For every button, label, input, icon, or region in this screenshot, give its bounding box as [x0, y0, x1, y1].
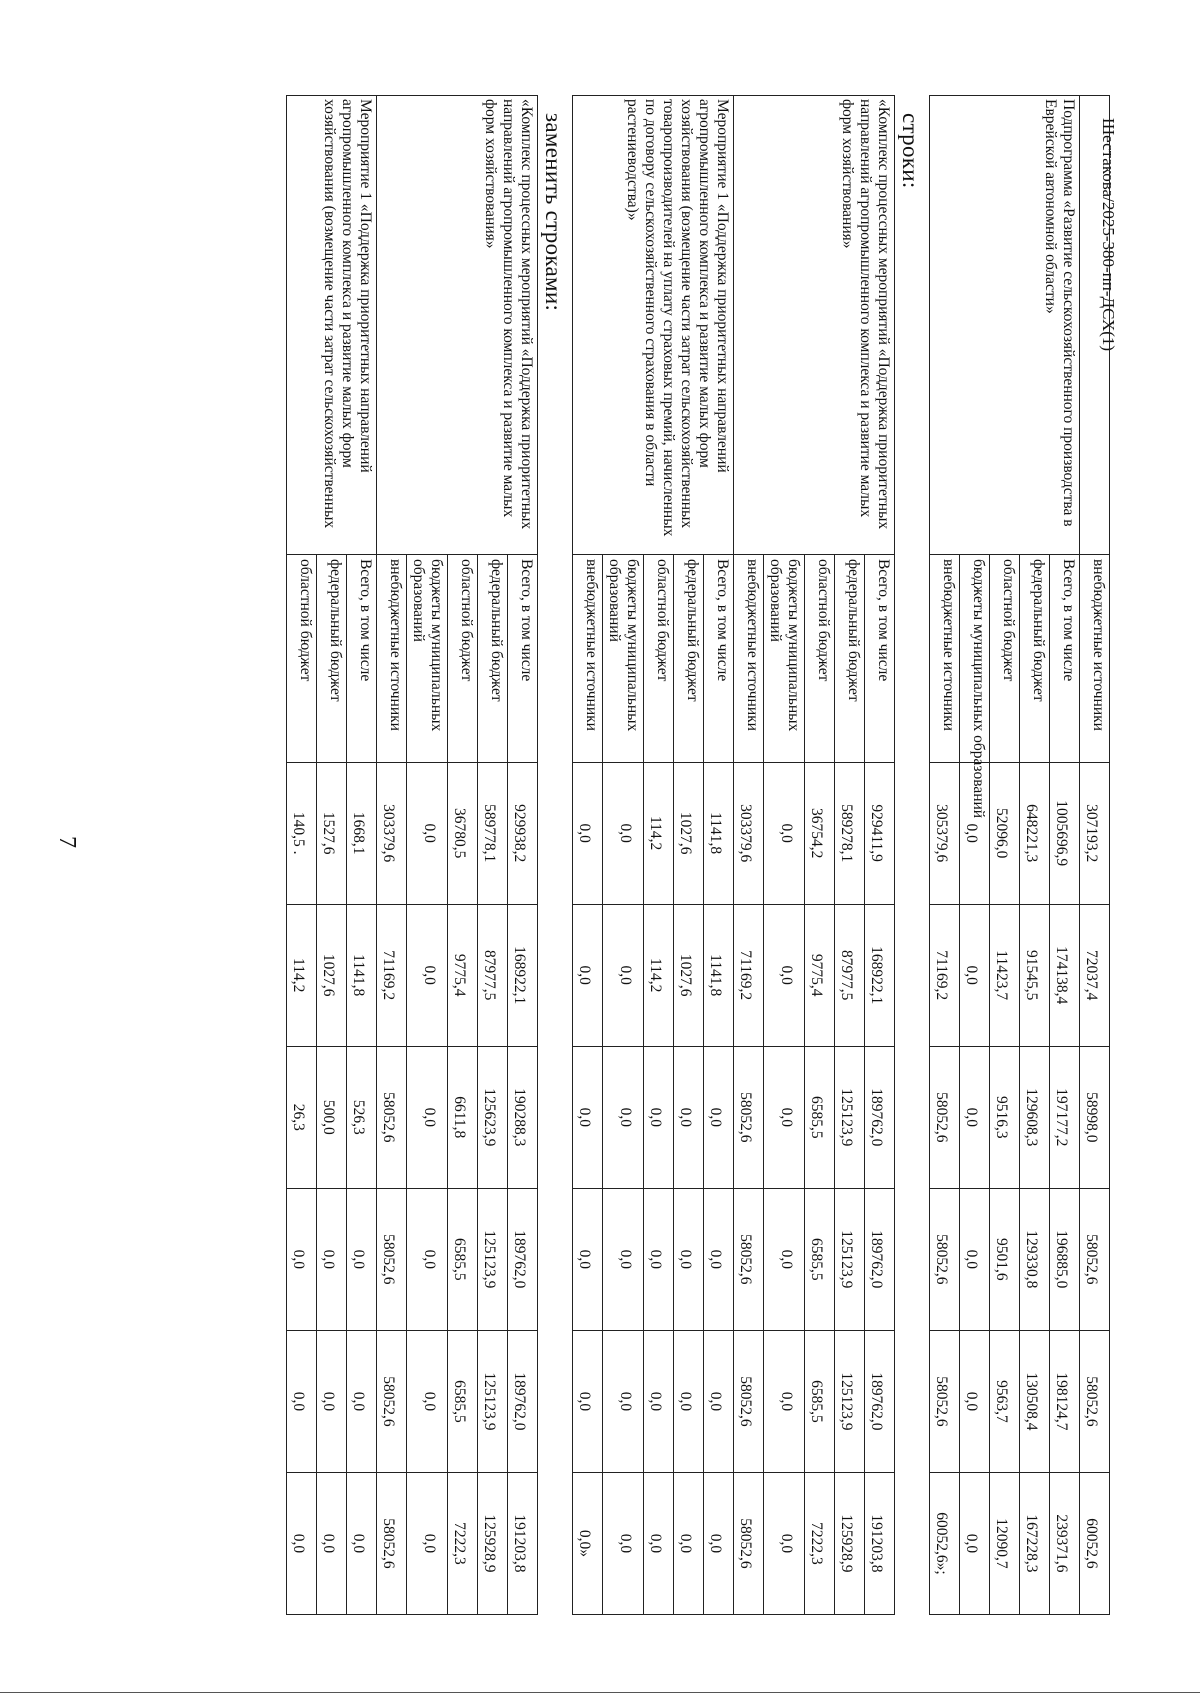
amount-cell: 60052,6»;: [930, 1472, 960, 1614]
amount-cell: 58052,6: [930, 1330, 960, 1472]
amount-cell: 589278,1: [835, 762, 865, 904]
funding-source-cell: внебюджетные источники: [1080, 554, 1110, 762]
amount-cell: 125123,9: [478, 1330, 508, 1472]
table-row: [865, 96, 895, 1615]
amount-cell: 239371,6: [1050, 1472, 1080, 1614]
amount-cell: 9563,7: [990, 1330, 1020, 1472]
table-row: [508, 96, 538, 1615]
amount-cell: 929411,9: [865, 762, 895, 904]
amount-cell: 0,0: [317, 1330, 347, 1472]
funding-source-cell: внебюджетные источники: [377, 554, 407, 762]
amount-cell: 114,2: [287, 904, 317, 1046]
amount-cell: 1141,8: [347, 904, 377, 1046]
amount-cell: 0,0: [603, 1472, 644, 1614]
amount-cell: 1027,6: [674, 762, 704, 904]
amount-cell: 6611,8: [448, 1046, 478, 1188]
amount-cell: 58052,6: [1080, 1188, 1110, 1330]
amount-cell: 60052,6: [1080, 1472, 1110, 1614]
table-row: [347, 96, 377, 1615]
amount-cell: 929938,2: [508, 762, 538, 904]
funding-source-cell: областной бюджет: [990, 554, 1020, 762]
amount-cell: 6585,5: [805, 1188, 835, 1330]
amount-cell: 58052,6: [930, 1046, 960, 1188]
amount-cell: 0,0: [960, 1330, 990, 1472]
amount-cell: 7222,3: [448, 1472, 478, 1614]
amount-cell: 6585,5: [448, 1188, 478, 1330]
amount-cell: 9516,3: [990, 1046, 1020, 1188]
amount-cell: 1668,1: [347, 762, 377, 904]
funding-source-cell: федеральный бюджет: [478, 554, 508, 762]
amount-cell: 0,0: [347, 1472, 377, 1614]
amount-cell: 189762,0: [865, 1188, 895, 1330]
amount-cell: 189762,0: [865, 1046, 895, 1188]
table-row: [1050, 96, 1080, 1615]
amount-cell: 0,0: [674, 1188, 704, 1330]
amount-cell: 9501,6: [990, 1188, 1020, 1330]
amount-cell: 6585,5: [805, 1330, 835, 1472]
funding-source-cell: бюджеты муниципальных образований: [764, 554, 805, 762]
amount-cell: 71169,2: [734, 904, 764, 1046]
funding-source-cell: Всего, в том числе: [347, 554, 377, 762]
amount-cell: 1027,6: [674, 904, 704, 1046]
amount-cell: 58052,6: [377, 1330, 407, 1472]
funding-source-cell: внебюджетные источники: [930, 554, 960, 762]
amount-cell: 7222,3: [805, 1472, 835, 1614]
amount-cell: 114,2: [644, 762, 674, 904]
amount-cell: 0,0: [960, 1472, 990, 1614]
amount-cell: 0,0: [603, 1188, 644, 1330]
amount-cell: 1027,6: [317, 904, 347, 1046]
document-code: Шестакова/2025-380-пп-ДСХ(1): [1099, 118, 1118, 352]
amount-cell: 130508,4: [1020, 1330, 1050, 1472]
amount-cell: 0,0: [287, 1188, 317, 1330]
amount-cell: 0,0: [764, 762, 805, 904]
amount-cell: 189762,0: [508, 1330, 538, 1472]
amount-cell: 0,0: [764, 1188, 805, 1330]
funding-source-cell: областной бюджет: [644, 554, 674, 762]
amount-cell: 189762,0: [865, 1330, 895, 1472]
activity-name-cell: Мероприятие 1 «Поддержка приоритетных направлений агропромышленного комплекса и развитие малых форм хозяйствования (возмещение части затрат сельскохозяйственных товаропроизводителей на уплату страховых премий, начисленных по договору сельскохозяйственного страхования в области растениеводства)»: [573, 96, 734, 555]
amount-cell: 189762,0: [508, 1188, 538, 1330]
table-row: [704, 96, 734, 1615]
funding-source-cell: федеральный бюджет: [835, 554, 865, 762]
amount-cell: 0,0: [407, 762, 448, 904]
amount-cell: 26,3: [287, 1046, 317, 1188]
amount-cell: 12090,7: [990, 1472, 1020, 1614]
amount-cell: 0,0: [347, 1330, 377, 1472]
funding-source-cell: областной бюджет: [448, 554, 478, 762]
amount-cell: 0,0: [407, 1330, 448, 1472]
rotated-page-content: [170, 95, 1110, 1635]
amount-cell: 71169,2: [930, 904, 960, 1046]
amount-cell: 197177,2: [1050, 1046, 1080, 1188]
funding-source-cell: областной бюджет: [287, 554, 317, 762]
activity-name-cell: Мероприятие 1 «Поддержка приоритетных направлений агропромышленного комплекса и развитие малых форм хозяйствования (возмещение части затрат сельскохозяйственных: [287, 96, 377, 555]
amount-cell: 0,0: [573, 1046, 603, 1188]
amount-cell: 168922,1: [865, 904, 895, 1046]
funding-source-cell: внебюджетные источники: [573, 554, 603, 762]
funding-source-cell: областной бюджет: [805, 554, 835, 762]
amount-cell: 58052,6: [734, 1046, 764, 1188]
amount-cell: 58052,6: [734, 1472, 764, 1614]
amount-cell: 0,0: [603, 1330, 644, 1472]
amount-cell: 87977,5: [478, 904, 508, 1046]
funding-source-cell: Всего, в том числе: [865, 554, 895, 762]
new-lines-table: [286, 95, 538, 1615]
funding-source-cell: бюджеты муниципальных образований: [960, 554, 990, 762]
amount-cell: 125123,9: [835, 1188, 865, 1330]
amount-cell: 0,0: [407, 1046, 448, 1188]
amount-cell: 0,0: [674, 1330, 704, 1472]
amount-cell: 303379,6: [377, 762, 407, 904]
amount-cell: 0,0: [644, 1330, 674, 1472]
funding-source-cell: федеральный бюджет: [1020, 554, 1050, 762]
amount-cell: 125928,9: [835, 1472, 865, 1614]
amount-cell: 196885,0: [1050, 1188, 1080, 1330]
amount-cell: 52096,0: [990, 762, 1020, 904]
scan-edge-line: [0, 1692, 1200, 1693]
funding-source-cell: бюджеты муниципальных образований: [407, 554, 448, 762]
activity-name-cell: «Комплекс процессных мероприятий «Поддержка приоритетных направлений агропромышленного комплекса и развитие малых форм хозяйствования»: [734, 96, 895, 555]
amount-cell: 0,0: [287, 1472, 317, 1614]
amount-cell: 174138,4: [1050, 904, 1080, 1046]
amount-cell: 0,0: [317, 1188, 347, 1330]
amount-cell: 58052,6: [734, 1330, 764, 1472]
old-lines-table: [572, 95, 895, 1615]
amount-cell: 0,0: [407, 1472, 448, 1614]
amount-cell: 0,0: [407, 904, 448, 1046]
amount-cell: 0,0: [573, 1188, 603, 1330]
amount-cell: 91545,5: [1020, 904, 1050, 1046]
subprogram-table: [929, 95, 1110, 1615]
amount-cell: 125928,9: [478, 1472, 508, 1614]
amount-cell: 125123,9: [835, 1046, 865, 1188]
amount-cell: 191203,8: [508, 1472, 538, 1614]
amount-cell: 168922,1: [508, 904, 538, 1046]
amount-cell: 36754,2: [805, 762, 835, 904]
amount-cell: 0,0: [644, 1188, 674, 1330]
amount-cell: 0,0: [644, 1472, 674, 1614]
amount-cell: 0,0: [674, 1472, 704, 1614]
amount-cell: 0,0: [960, 1188, 990, 1330]
amount-cell: 1141,8: [704, 904, 734, 1046]
amount-cell: 0,0: [347, 1188, 377, 1330]
amount-cell: 0,0: [603, 1046, 644, 1188]
amount-cell: 125623,9: [478, 1046, 508, 1188]
empty-name-cell: [1080, 96, 1110, 555]
amount-cell: 9775,4: [805, 904, 835, 1046]
amount-cell: 0,0: [573, 1330, 603, 1472]
amount-cell: 500,0: [317, 1046, 347, 1188]
amount-cell: 526,3: [347, 1046, 377, 1188]
amount-cell: 0,0: [407, 1188, 448, 1330]
amount-cell: 0,0: [764, 1046, 805, 1188]
amount-cell: 198124,7: [1050, 1330, 1080, 1472]
amount-cell: 0,0: [764, 1472, 805, 1614]
amount-cell: 167228,3: [1020, 1472, 1050, 1614]
amount-cell: 0,0: [603, 762, 644, 904]
amount-cell: 1005696,9: [1050, 762, 1080, 904]
amount-cell: 0,0: [674, 1046, 704, 1188]
amount-cell: 36780,5: [448, 762, 478, 904]
page-number: 7: [54, 836, 80, 848]
amount-cell: 129330,8: [1020, 1188, 1050, 1330]
amount-cell: 190288,3: [508, 1046, 538, 1188]
section-label-replace: заменить строками:: [541, 113, 566, 312]
section-label-lines: строки:: [898, 113, 923, 189]
amount-cell: 58052,6: [734, 1188, 764, 1330]
amount-cell: 0,0: [764, 904, 805, 1046]
amount-cell: 125123,9: [478, 1188, 508, 1330]
amount-cell: 589778,1: [478, 762, 508, 904]
amount-cell: 0,0: [960, 904, 990, 1046]
activity-name-cell: «Комплекс процессных мероприятий «Поддержка приоритетных направлений агропромышленного комплекса и развитие малых форм хозяйствования»: [377, 96, 538, 555]
funding-source-cell: Всего, в том числе: [508, 554, 538, 762]
amount-cell: 87977,5: [835, 904, 865, 1046]
funding-source-cell: Всего, в том числе: [1050, 554, 1080, 762]
amount-cell: 0,0: [317, 1472, 347, 1614]
amount-cell: 58052,6: [377, 1046, 407, 1188]
table-row: [1080, 96, 1110, 1615]
funding-source-cell: Всего, в том числе: [704, 554, 734, 762]
amount-cell: 0,0: [287, 1330, 317, 1472]
amount-cell: 58052,6: [377, 1472, 407, 1614]
amount-cell: 11423,7: [990, 904, 1020, 1046]
funding-source-cell: бюджеты муниципальных образований: [603, 554, 644, 762]
amount-cell: 0,0: [764, 1330, 805, 1472]
amount-cell: 6585,5: [805, 1046, 835, 1188]
amount-cell: 58052,6: [930, 1188, 960, 1330]
amount-cell: 9775,4: [448, 904, 478, 1046]
amount-cell: 129608,3: [1020, 1046, 1050, 1188]
amount-cell: 71169,2: [377, 904, 407, 1046]
amount-cell: 307193,2: [1080, 762, 1110, 904]
funding-source-cell: внебюджетные источники: [734, 554, 764, 762]
amount-cell: 0,0: [960, 1046, 990, 1188]
amount-cell: 0,0»: [573, 1472, 603, 1614]
amount-cell: 0,0: [644, 1046, 674, 1188]
amount-cell: 303379,6: [734, 762, 764, 904]
amount-cell: 0,0: [704, 1472, 734, 1614]
amount-cell: 0,0: [603, 904, 644, 1046]
amount-cell: 0,0: [573, 762, 603, 904]
amount-cell: 191203,8: [865, 1472, 895, 1614]
amount-cell: 114,2: [644, 904, 674, 1046]
amount-cell: 58052,6: [1080, 1330, 1110, 1472]
amount-cell: 0,0: [704, 1330, 734, 1472]
amount-cell: 72037,4: [1080, 904, 1110, 1046]
amount-cell: 140,5 .: [287, 762, 317, 904]
amount-cell: 1527,6: [317, 762, 347, 904]
amount-cell: 305379,6: [930, 762, 960, 904]
amount-cell: 648221,3: [1020, 762, 1050, 904]
amount-cell: 0,0: [960, 762, 990, 904]
amount-cell: 125123,9: [835, 1330, 865, 1472]
amount-cell: 0,0: [573, 904, 603, 1046]
funding-source-cell: федеральный бюджет: [317, 554, 347, 762]
amount-cell: 58052,6: [377, 1188, 407, 1330]
amount-cell: 1141,8: [704, 762, 734, 904]
amount-cell: 0,0: [704, 1188, 734, 1330]
amount-cell: 6585,5: [448, 1330, 478, 1472]
funding-source-cell: федеральный бюджет: [674, 554, 704, 762]
amount-cell: 0,0: [704, 1046, 734, 1188]
subprogram-name-cell: Подпрограмма «Развитие сельскохозяйственного производства в Еврейской автономной области»: [930, 96, 1080, 555]
amount-cell: 58998,0: [1080, 1046, 1110, 1188]
